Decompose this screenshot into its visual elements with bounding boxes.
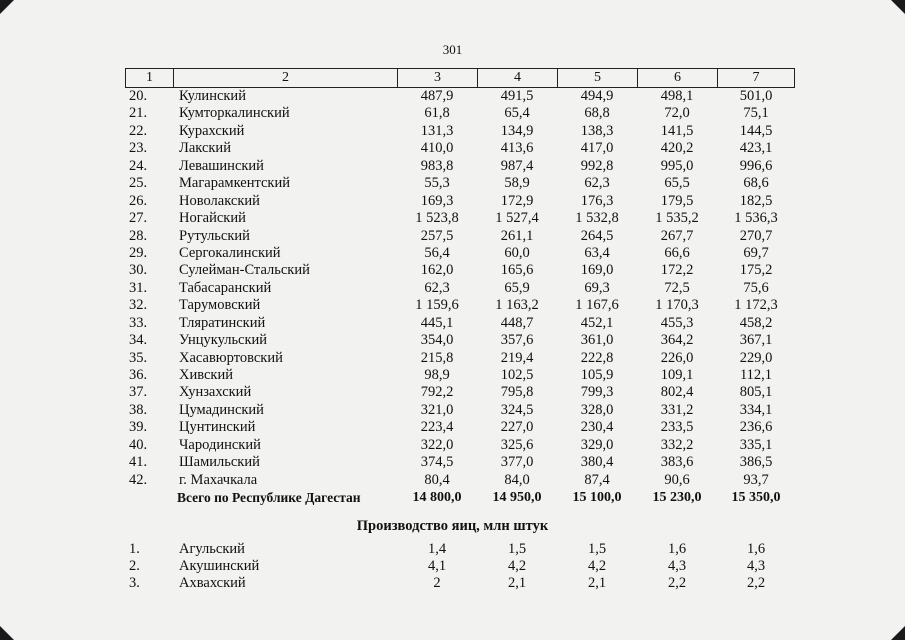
value-cell: 72,5 — [664, 279, 690, 296]
value-cell: 1 170,3 — [655, 297, 699, 314]
scan-corner — [0, 626, 14, 640]
value-cell: 68,6 — [743, 175, 769, 192]
value-cell: 162,0 — [420, 262, 454, 279]
table-row — [125, 280, 795, 297]
header-cell: 6 — [637, 69, 717, 87]
eggs-table — [125, 541, 795, 592]
value-cell: 176,3 — [580, 192, 614, 209]
table-body — [125, 88, 795, 507]
value-cell: 452,1 — [580, 314, 614, 331]
value-cell: 267,7 — [660, 227, 694, 244]
value-cell: 55,3 — [424, 175, 450, 192]
header-cell: 4 — [477, 69, 557, 87]
value-cell: 1 536,3 — [734, 210, 778, 227]
value-cell: 219,4 — [500, 349, 534, 366]
district-name: Магарамкентский — [179, 175, 290, 192]
value-cell: 420,2 — [660, 140, 694, 157]
table-row — [125, 332, 795, 349]
value-cell: 458,2 — [739, 314, 773, 331]
value-cell: 322,0 — [420, 436, 454, 453]
value-cell: 223,4 — [420, 419, 454, 436]
header-cell: 7 — [717, 69, 795, 87]
row-number: 32. — [129, 297, 148, 314]
value-cell: 321,0 — [420, 401, 454, 418]
row-number: 42. — [129, 471, 148, 488]
value-cell: 84,0 — [504, 471, 530, 488]
district-name: Тляратинский — [179, 314, 266, 331]
value-cell: 87,4 — [584, 471, 610, 488]
value-cell: 1,5 — [507, 541, 527, 557]
table-row — [125, 140, 795, 157]
row-number: 1. — [129, 541, 140, 557]
header-cell: 5 — [557, 69, 637, 87]
value-cell: 491,5 — [500, 88, 534, 104]
value-cell: 455,3 — [660, 314, 694, 331]
table-row — [125, 193, 795, 210]
value-cell: 179,5 — [660, 192, 694, 209]
district-name: Новолакский — [179, 192, 260, 209]
value-cell: 261,1 — [500, 227, 534, 244]
value-cell: 102,5 — [500, 367, 534, 383]
value-cell: 331,2 — [660, 401, 694, 418]
value-cell: 93,7 — [743, 471, 769, 488]
value-cell: 445,1 — [420, 314, 454, 331]
value-cell: 1 163,2 — [495, 297, 539, 314]
value-cell: 1,5 — [587, 541, 607, 557]
value-cell: 66,6 — [664, 244, 690, 261]
value-cell: 109,1 — [660, 367, 694, 383]
total-label: Всего по Республике Дагестан — [177, 490, 361, 506]
total-value: 15 350,0 — [731, 490, 781, 506]
table-row — [125, 245, 795, 262]
value-cell: 2,1 — [507, 575, 527, 591]
value-cell: 386,5 — [739, 454, 773, 471]
row-number: 36. — [129, 367, 148, 383]
district-name: Акушинский — [179, 558, 260, 574]
value-cell: 222,8 — [580, 349, 614, 366]
value-cell: 335,1 — [739, 436, 773, 453]
district-name: Ахвахский — [179, 575, 246, 591]
value-cell: 236,6 — [739, 419, 773, 436]
value-cell: 90,6 — [664, 471, 690, 488]
district-name: Цунтинский — [179, 419, 256, 436]
value-cell: 357,6 — [500, 332, 534, 349]
district-name: Курахский — [179, 122, 245, 139]
value-cell: 1 532,8 — [575, 210, 619, 227]
value-cell: 410,0 — [420, 140, 454, 157]
value-cell: 383,6 — [660, 454, 694, 471]
table-row — [125, 575, 795, 592]
value-cell: 501,0 — [739, 88, 773, 104]
table-row — [125, 384, 795, 401]
row-number: 26. — [129, 192, 148, 209]
value-cell: 257,5 — [420, 227, 454, 244]
district-name: Ногайский — [179, 210, 246, 227]
table-row — [125, 454, 795, 471]
value-cell: 1 167,6 — [575, 297, 619, 314]
value-cell: 4,2 — [587, 558, 607, 574]
value-cell: 377,0 — [500, 454, 534, 471]
district-name: г. Махачкала — [179, 471, 258, 488]
value-cell: 227,0 — [500, 419, 534, 436]
district-name: Хасавюртовский — [179, 349, 283, 366]
district-name: Табасаранский — [179, 279, 272, 296]
value-cell: 487,9 — [420, 88, 454, 104]
value-cell: 165,6 — [500, 262, 534, 279]
value-cell: 65,4 — [504, 105, 530, 122]
value-cell: 423,1 — [739, 140, 773, 157]
district-name: Агульский — [179, 541, 245, 557]
row-number: 34. — [129, 332, 148, 349]
value-cell: 169,0 — [580, 262, 614, 279]
table-header — [125, 68, 795, 88]
row-number — [125, 489, 173, 506]
row-number: 31. — [129, 279, 148, 296]
value-cell: 2,2 — [667, 575, 687, 591]
table-row — [125, 402, 795, 419]
value-cell: 448,7 — [500, 314, 534, 331]
value-cell: 2 — [433, 575, 441, 591]
value-cell: 354,0 — [420, 332, 454, 349]
scan-corner — [0, 0, 14, 14]
row-number: 38. — [129, 401, 148, 418]
value-cell: 332,2 — [660, 436, 694, 453]
table-row — [125, 558, 795, 575]
total-value: 15 230,0 — [652, 490, 702, 506]
table-row — [125, 262, 795, 279]
table-row — [125, 123, 795, 140]
total-value: 14 950,0 — [492, 490, 542, 506]
value-cell: 69,7 — [743, 244, 769, 261]
district-name: Унцукульский — [179, 332, 268, 349]
district-name: Цумадинский — [179, 401, 264, 418]
value-cell: 58,9 — [504, 175, 530, 192]
value-cell: 4,3 — [746, 558, 766, 574]
table-row — [125, 472, 795, 489]
value-cell: 75,6 — [743, 279, 769, 296]
value-cell: 56,4 — [424, 244, 450, 261]
district-name: Хивский — [179, 367, 233, 383]
table-row — [125, 175, 795, 192]
value-cell: 417,0 — [580, 140, 614, 157]
row-number: 3. — [129, 575, 140, 591]
value-cell: 61,8 — [424, 105, 450, 122]
district-name: Лакский — [179, 140, 231, 157]
scan-corner — [891, 626, 905, 640]
district-name: Хунзахский — [179, 384, 252, 401]
value-cell: 1 527,4 — [495, 210, 539, 227]
value-cell: 413,6 — [500, 140, 534, 157]
district-name: Левашинский — [179, 157, 264, 174]
value-cell: 1,6 — [667, 541, 687, 557]
value-cell: 68,8 — [584, 105, 610, 122]
value-cell: 1 535,2 — [655, 210, 699, 227]
value-cell: 325,6 — [500, 436, 534, 453]
value-cell: 795,8 — [500, 384, 534, 401]
district-name: Чародинский — [179, 436, 261, 453]
value-cell: 374,5 — [420, 454, 454, 471]
value-cell: 380,4 — [580, 454, 614, 471]
value-cell: 2,2 — [746, 575, 766, 591]
district-name: Тарумовский — [179, 297, 261, 314]
table-row — [125, 315, 795, 332]
value-cell: 792,2 — [420, 384, 454, 401]
row-number: 23. — [129, 140, 148, 157]
value-cell: 226,0 — [660, 349, 694, 366]
value-cell: 169,3 — [420, 192, 454, 209]
value-cell: 175,2 — [739, 262, 773, 279]
row-number: 41. — [129, 454, 148, 471]
value-cell: 4,1 — [427, 558, 447, 574]
value-cell: 229,0 — [739, 349, 773, 366]
table-row — [125, 367, 795, 384]
value-cell: 75,1 — [743, 105, 769, 122]
table-row — [125, 437, 795, 454]
value-cell: 1 159,6 — [415, 297, 459, 314]
row-number: 37. — [129, 384, 148, 401]
value-cell: 112,1 — [739, 367, 773, 383]
value-cell: 1,4 — [427, 541, 447, 557]
table-row — [125, 210, 795, 227]
value-cell: 996,6 — [739, 157, 773, 174]
data-table — [125, 68, 795, 507]
row-number: 27. — [129, 210, 148, 227]
total-value: 14 800,0 — [412, 490, 462, 506]
value-cell: 72,0 — [664, 105, 690, 122]
row-number: 20. — [129, 88, 148, 104]
row-number: 39. — [129, 419, 148, 436]
value-cell: 334,1 — [739, 401, 773, 418]
value-cell: 62,3 — [424, 279, 450, 296]
district-name: Кумторкалинский — [179, 105, 290, 122]
value-cell: 494,9 — [580, 88, 614, 104]
value-cell: 364,2 — [660, 332, 694, 349]
table-row — [125, 88, 795, 105]
value-cell: 134,9 — [500, 122, 534, 139]
value-cell: 799,3 — [580, 384, 614, 401]
total-value: 15 100,0 — [572, 490, 622, 506]
table-row — [125, 419, 795, 436]
table-row — [125, 297, 795, 314]
value-cell: 65,9 — [504, 279, 530, 296]
row-number: 21. — [129, 105, 148, 122]
value-cell: 131,3 — [420, 122, 454, 139]
value-cell: 65,5 — [664, 175, 690, 192]
district-name: Кулинский — [179, 88, 246, 104]
row-number: 29. — [129, 244, 148, 261]
value-cell: 328,0 — [580, 401, 614, 418]
value-cell: 361,0 — [580, 332, 614, 349]
value-cell: 2,1 — [587, 575, 607, 591]
row-number: 33. — [129, 314, 148, 331]
page-number: 301 — [442, 42, 463, 57]
row-number: 25. — [129, 175, 148, 192]
value-cell: 498,1 — [660, 88, 694, 104]
value-cell: 983,8 — [420, 157, 454, 174]
value-cell: 329,0 — [580, 436, 614, 453]
district-name: Сергокалинский — [179, 244, 281, 261]
total-row — [125, 489, 795, 506]
district-name: Сулейман-Стальский — [179, 262, 310, 279]
table-row — [125, 105, 795, 122]
value-cell: 63,4 — [584, 244, 610, 261]
value-cell: 995,0 — [660, 157, 694, 174]
row-number: 30. — [129, 262, 148, 279]
value-cell: 1 172,3 — [734, 297, 778, 314]
value-cell: 230,4 — [580, 419, 614, 436]
value-cell: 4,3 — [667, 558, 687, 574]
row-number: 2. — [129, 558, 140, 574]
header-cell: 2 — [173, 69, 397, 87]
row-number: 22. — [129, 122, 148, 139]
value-cell: 172,9 — [500, 192, 534, 209]
value-cell: 992,8 — [580, 157, 614, 174]
table-body — [125, 541, 795, 592]
row-number: 35. — [129, 349, 148, 366]
value-cell: 324,5 — [500, 401, 534, 418]
row-number: 28. — [129, 227, 148, 244]
value-cell: 805,1 — [739, 384, 773, 401]
value-cell: 182,5 — [739, 192, 773, 209]
value-cell: 69,3 — [584, 279, 610, 296]
value-cell: 60,0 — [504, 244, 530, 261]
row-number: 40. — [129, 436, 148, 453]
value-cell: 80,4 — [424, 471, 450, 488]
value-cell: 172,2 — [660, 262, 694, 279]
header-cell: 1 — [125, 69, 173, 87]
header-cell: 3 — [397, 69, 477, 87]
value-cell: 138,3 — [580, 122, 614, 139]
row-number: 24. — [129, 157, 148, 174]
table-row — [125, 541, 795, 558]
value-cell: 215,8 — [420, 349, 454, 366]
value-cell: 1 523,8 — [415, 210, 459, 227]
value-cell: 233,5 — [660, 419, 694, 436]
table-row — [125, 350, 795, 367]
value-cell: 1,6 — [746, 541, 766, 557]
value-cell: 367,1 — [739, 332, 773, 349]
value-cell: 144,5 — [739, 122, 773, 139]
value-cell: 141,5 — [660, 122, 694, 139]
section-title: Производство яиц, млн штук — [356, 518, 549, 534]
table-row — [125, 158, 795, 175]
value-cell: 987,4 — [500, 157, 534, 174]
value-cell: 98,9 — [424, 367, 450, 383]
value-cell: 62,3 — [584, 175, 610, 192]
value-cell: 264,5 — [580, 227, 614, 244]
value-cell: 105,9 — [580, 367, 614, 383]
district-name: Шамильский — [179, 454, 260, 471]
value-cell: 802,4 — [660, 384, 694, 401]
value-cell: 270,7 — [739, 227, 773, 244]
district-name: Рутульский — [179, 227, 250, 244]
value-cell: 4,2 — [507, 558, 527, 574]
table-row — [125, 228, 795, 245]
scan-corner — [891, 0, 905, 14]
